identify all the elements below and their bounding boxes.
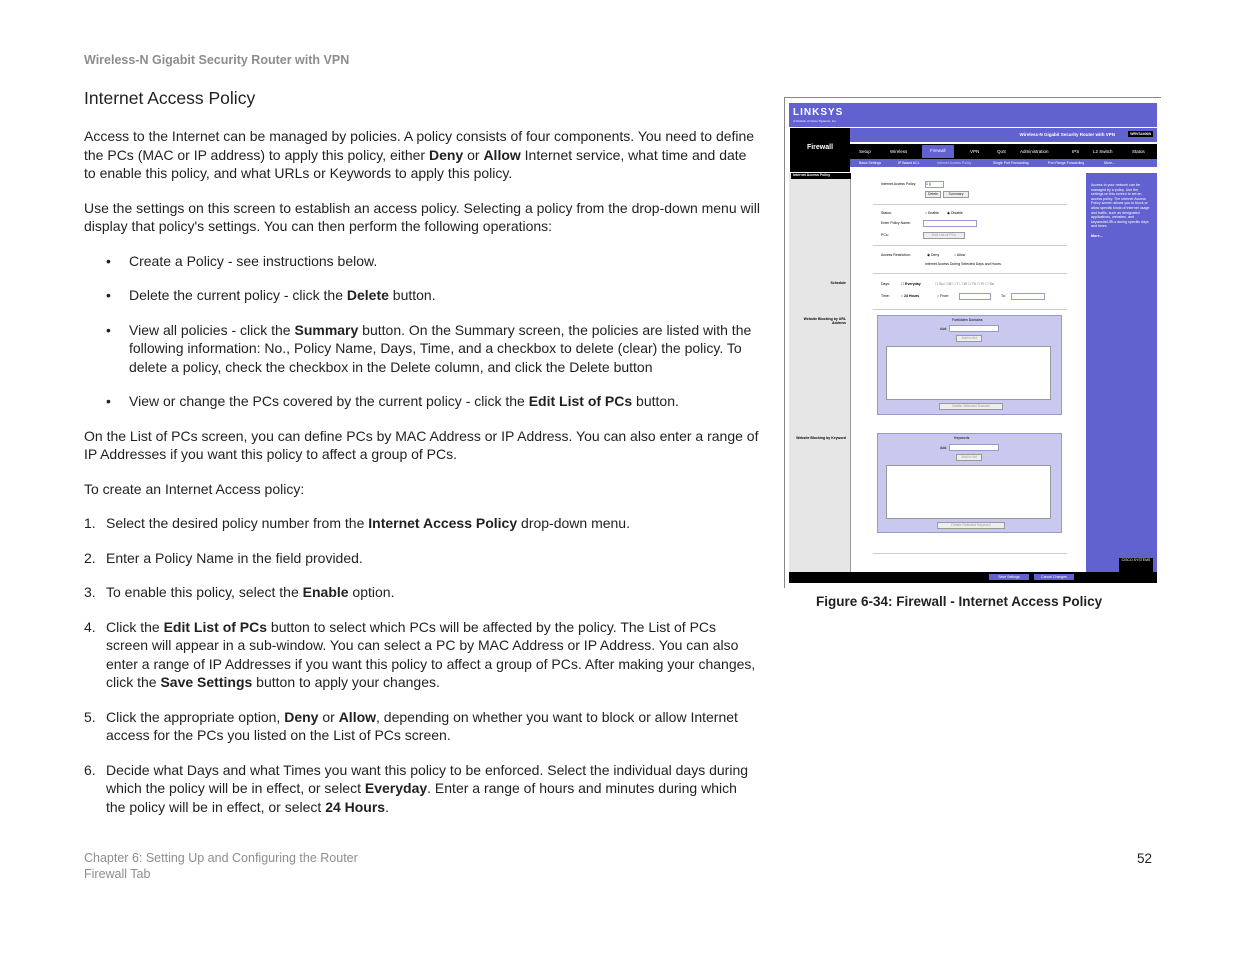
status-label: Status: <box>881 211 892 215</box>
linksys-logo: LINKSYS <box>793 107 844 118</box>
time-label: Time: <box>881 294 890 298</box>
tab-status[interactable]: Status <box>1132 149 1145 154</box>
left-column <box>789 173 851 573</box>
step-item: 3. To enable this policy, select the Enable option. <box>84 584 395 600</box>
figure-caption: Figure 6-34: Firewall - Internet Access Policy <box>816 594 1103 609</box>
operations-list <box>84 252 760 411</box>
left-section-title: Internet Access Policy <box>791 173 851 179</box>
router-screenshot <box>789 103 1157 583</box>
help-more-link[interactable]: More... <box>1091 233 1103 238</box>
add-keyword-button[interactable]: Add to list <box>956 454 982 461</box>
screenshot-header <box>789 103 1157 127</box>
keyword-list[interactable] <box>886 465 1051 519</box>
paragraph: On the List of PCs screen, you can define PCs by MAC Address or IP Address. You can also enter a range of IP Addresses if you want this policy to affect a group of PCs. <box>84 427 759 462</box>
list-item: • Create a Policy - see instructions below. <box>84 252 760 271</box>
pcs-label: PCs: <box>881 233 889 237</box>
to-time-input[interactable] <box>1011 293 1045 300</box>
divider <box>873 204 1067 205</box>
days-label: Days: <box>881 282 890 286</box>
list-item: • View or change the PCs covered by the current policy - click the Edit List of PCs button. <box>84 392 760 411</box>
subtab-internet-access-policy[interactable]: Internet Access Policy <box>937 161 972 165</box>
step-item: 5. Click the appropriate option, Deny or Allow, depending on whether you want to block or allow Internet access for the PCs you listed on the List of PCs screen. <box>84 708 738 743</box>
url-blocking-label: Website Blocking by URL Address <box>803 317 846 325</box>
keyword-blocking-label: Website Blocking by Keyword <box>796 436 846 440</box>
domain-list[interactable] <box>886 346 1051 400</box>
action-bar <box>789 572 1157 583</box>
help-text: Access to your network can be managed by a policy. Use the settings on this screen to set an access policy. The Internet Access Policy screen allows you to block or allow specific kinds of Internet usage and traffic, such as designated applications, websites, and keywords/URLs during specific days and times. More... <box>1091 183 1150 238</box>
add-keyword-label: Add: <box>940 446 948 450</box>
tab-setup[interactable]: Setup <box>859 149 871 154</box>
summary-button[interactable]: Summary <box>943 191 969 198</box>
list-item: • Delete the current policy - click the Delete button. <box>84 286 760 305</box>
subtab-basic-settings[interactable]: Basic Settings <box>859 161 882 165</box>
step-item: 4. Click the Edit List of PCs button to select which PCs will be affected by the policy. The List of PCs screen will appear in a sub-window. You can select a PC by MAC Address or IP Address. You can also enter a range of IP Addresses if you want this policy to affect a group of PCs. After making your changes, click the Save Settings button to apply your changes. <box>84 618 756 690</box>
day-checkboxes[interactable]: ☐ Su ☐ M ☐ T ☐ W ☐ Th ☐ Fr ☐ Sa <box>935 282 994 286</box>
paragraph: Use the settings on this screen to establish an access policy. Selecting a policy from the drop-down menu will display that policy's settings. You can then perform the following operations: <box>84 199 760 234</box>
tab-vpn[interactable]: VPN <box>970 149 980 154</box>
divider <box>873 245 1067 246</box>
paragraph: To create an Internet Access policy: <box>84 480 305 497</box>
product-bar <box>850 128 1157 142</box>
policy-name-input[interactable] <box>923 220 977 227</box>
divider <box>873 553 1067 554</box>
section-label: Firewall <box>790 128 850 172</box>
delete-domain-button[interactable]: Delete Selected Domain <box>939 403 1003 410</box>
subtab-single-port-forwarding[interactable]: Single Port Forwarding <box>993 161 1029 165</box>
steps-list <box>84 514 760 816</box>
restriction-note: Internet Access During Selected Days and Hours. <box>925 262 1002 266</box>
running-header: Wireless-N Gigabit Security Router with VPN <box>84 53 350 67</box>
from-time-input[interactable] <box>959 293 991 300</box>
time-range-radio[interactable]: ○ From: <box>937 294 950 298</box>
add-keyword-input[interactable] <box>949 444 999 451</box>
tab-administration[interactable]: Administration <box>1020 149 1049 154</box>
main-tabs <box>850 144 1157 159</box>
subtab-port-range-forwarding[interactable]: Port Range Forwarding <box>1048 161 1085 165</box>
forbidden-domains-label: Forbidden Domains <box>952 318 983 322</box>
tab-ips[interactable]: IPS <box>1072 149 1080 154</box>
add-domain-input[interactable] <box>949 325 999 332</box>
paragraph: Access to the Internet can be managed by policies. A policy consists of four components. You need to define the PCs (MAC or IP address) to apply this policy, either Deny or Allow Internet service, what time and date to enable this policy, and what URLs or Keywords to apply this policy. <box>84 128 755 181</box>
list-item: • View all policies - click the Summary button. On the Summary screen, the policies are listed with the following information: No., Policy Name, Days, Time, and a checkbox to delete (clear) the policy. To delete a policy, check the checkbox in the Delete column, and click the Delete button <box>84 321 760 377</box>
add-domain-label: Add: <box>940 327 948 331</box>
step-item: 1. Select the desired policy number from the Internet Access Policy drop-down menu. <box>84 515 630 531</box>
product-name: Wireless-N Gigabit Security Router with VPN <box>1019 132 1115 137</box>
delete-keyword-button[interactable]: Delete Selected Keyword <box>937 522 1005 529</box>
section-title: Internet Access Policy <box>84 88 256 108</box>
subtab-ip-based-acl[interactable]: IP Based ACL <box>898 161 920 165</box>
access-restriction-label: Access Restriction: <box>881 253 911 257</box>
allow-radio[interactable]: ○ Allow <box>954 253 966 257</box>
delete-button[interactable]: Delete <box>925 191 941 198</box>
disable-radio[interactable]: ◉ Disable <box>947 211 963 215</box>
to-label: To: <box>1001 294 1006 298</box>
step-item: 2. Enter a Policy Name in the field provided. <box>84 549 363 566</box>
enable-radio[interactable]: ○ Enable <box>925 211 939 215</box>
cisco-logo: CISCO SYSTEMS <box>1119 558 1153 572</box>
subtab-more[interactable]: More... <box>1104 161 1115 165</box>
tab-l2-switch[interactable]: L2 Switch <box>1093 149 1113 154</box>
policy-name-label: Enter Policy Name: <box>881 221 911 225</box>
edit-list-of-pcs-button[interactable]: Edit List of PCs <box>923 232 965 239</box>
page-number: 52 <box>1137 851 1153 866</box>
tab-qos[interactable]: QoS <box>997 149 1007 154</box>
tab-wireless[interactable]: Wireless <box>890 149 908 154</box>
body-text <box>84 127 760 832</box>
schedule-label: Schedule <box>830 281 846 285</box>
tab-firewall[interactable]: Firewall <box>922 145 954 158</box>
model-badge: WRVS4400N <box>1130 132 1151 136</box>
cancel-changes-button[interactable]: Cancel Changes <box>1034 574 1074 580</box>
logo-subtitle: A Division of Cisco Systems, Inc. <box>793 119 837 123</box>
deny-radio[interactable]: ◉ Deny <box>927 253 940 257</box>
divider <box>873 309 1067 310</box>
footer-section: Firewall Tab <box>84 867 151 881</box>
add-domain-button[interactable]: Add to list <box>956 335 982 342</box>
keywords-label: Keywords <box>954 436 970 440</box>
divider <box>873 273 1067 274</box>
save-settings-button[interactable]: Save Settings <box>989 574 1029 580</box>
policy-select[interactable]: 1 () <box>925 181 944 188</box>
footer-chapter: Chapter 6: Setting Up and Configuring the Router <box>84 851 358 865</box>
step-item: 6. Decide what Days and what Times you want this policy to be enforced. Select the individual days during which the policy will be in effect, or select Everyday. Enter a range of hours and minutes during which the policy will be in effect, or select 24 Hours. <box>84 761 749 815</box>
policy-select-label: Internet Access Policy: <box>881 182 917 186</box>
everyday-checkbox[interactable]: ☐ Everyday <box>901 282 921 286</box>
sub-tabs <box>850 159 1157 167</box>
24-hours-radio[interactable]: ○ 24 Hours <box>901 294 920 298</box>
